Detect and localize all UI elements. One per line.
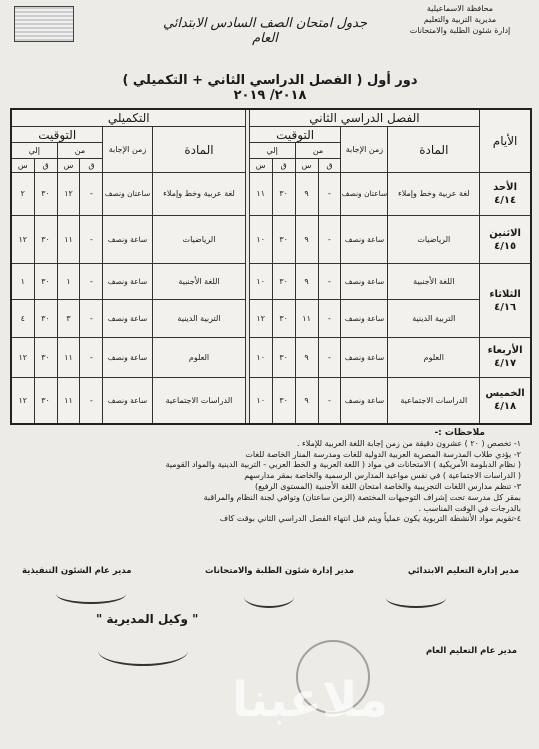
note-line: ٣- تنظم مدارس اللغات التجريبية والخاصة امتحان اللغة الأجنبية (المستوى الرفيع): [255, 481, 521, 491]
note-line: ٢- يؤدي طلاب المدرسة المصرية العربية الدولية للغات ومدرسة المنار الخاصة للغات: [245, 449, 521, 459]
duration-cell: ساعتان ونصف: [103, 173, 152, 215]
issuer-line-3: إدارة شئون الطلبة والامتحانات: [409, 26, 511, 35]
time-cell: ٣٠: [34, 215, 57, 264]
notes-title: ملاحظات :-: [434, 428, 485, 438]
time-cell: ٩: [295, 377, 318, 424]
duration-cell: ساعة ونصف: [341, 215, 388, 264]
s-to-s: س: [11, 158, 34, 172]
duration-cell: ساعة ونصف: [103, 377, 152, 424]
duration-cell: ساعة ونصف: [103, 337, 152, 377]
term2-header: الفصل الدراسي الثاني: [249, 109, 479, 126]
day-cell: الخميس ٤/١٨: [480, 377, 531, 424]
issuer-line-1: محافظة الاسماعيلية: [426, 4, 494, 13]
table-row: [11, 173, 531, 215]
subject-cell: اللغة الأجنبية: [152, 264, 246, 300]
t-to-header: إلي: [249, 143, 295, 159]
time-cell: ١١: [295, 300, 318, 338]
duration-cell: ساعة ونصف: [341, 337, 388, 377]
time-cell: -: [80, 173, 103, 215]
time-cell: -: [80, 377, 103, 424]
note-line: ١- تخصص ( ٢٠ ) عشرون دقيقة من زمن إجابة اللغة العربية للإملاء .: [296, 438, 521, 448]
time-cell: ١٢: [249, 300, 272, 338]
t-from-q: ق: [318, 158, 341, 172]
time-cell: -: [318, 173, 341, 215]
subject-cell: الدراسات الاجتماعية: [388, 377, 480, 424]
time-cell: ٣: [57, 300, 80, 338]
time-cell: ٣٠: [34, 173, 57, 215]
t-from-header: من: [295, 143, 341, 159]
time-cell: ٤: [11, 300, 34, 338]
s-from-header: من: [57, 143, 103, 159]
day-cell: الأحد ٤/١٤: [480, 173, 531, 215]
table-row: [11, 377, 531, 424]
time-cell: ١١: [57, 377, 80, 424]
time-cell: ١٠: [249, 215, 272, 264]
time-cell: ٣٠: [272, 173, 295, 215]
duration-cell: ساعة ونصف: [103, 300, 152, 338]
time-cell: -: [318, 300, 341, 338]
duration-cell: ساعة ونصف: [103, 264, 152, 300]
duration-cell: ساعتان ونصف: [341, 173, 388, 215]
signature-general-education-director: مدير عام التعليم العام: [425, 646, 517, 656]
s-to-header: إلي: [11, 143, 57, 159]
s-from-s: س: [57, 158, 80, 172]
signature-primary-director: مدير إدارة التعليم الابتدائي: [407, 566, 519, 576]
signature-executive-director: مدير عام الشئون التنفيذية: [22, 566, 132, 576]
time-cell: ٢: [11, 173, 34, 215]
t-subject-header: المادة: [388, 126, 480, 173]
subject-cell: العلوم: [388, 337, 480, 377]
time-cell: -: [80, 264, 103, 300]
time-cell: ١١: [57, 215, 80, 264]
time-cell: ١٢: [11, 337, 34, 377]
note-line: ( نظام الدبلومة الأمريكية ) الامتحانات في مواد ( اللغة العربية و الخط العربي - التربية الدينية والمواد القومية: [165, 460, 521, 470]
subject-cell: التربية الدينية: [388, 300, 480, 338]
time-cell: -: [318, 215, 341, 264]
time-cell: ١٠: [249, 264, 272, 300]
duration-cell: ساعة ونصف: [103, 215, 152, 264]
handwritten-signature: [56, 584, 126, 604]
time-cell: ٣٠: [34, 300, 57, 338]
issuer-line-2: مديرية التربية والتعليم: [423, 15, 497, 24]
time-cell: ٣٠: [272, 264, 295, 300]
time-cell: -: [318, 264, 341, 300]
time-cell: ١٠: [249, 337, 272, 377]
table-row: [11, 215, 531, 264]
issuer-header: [395, 3, 525, 36]
subject-cell: العلوم: [152, 337, 246, 377]
handwritten-signature: [98, 636, 188, 666]
note-line: بالدرجات في الوقت المناسب .: [418, 503, 521, 513]
time-cell: ٣٠: [272, 337, 295, 377]
notes-section: [16, 428, 521, 525]
table-row: [11, 300, 531, 338]
ministry-logo: [14, 6, 74, 42]
time-cell: ٣٠: [34, 377, 57, 424]
time-cell: ٩: [295, 264, 318, 300]
subject-cell: الرياضيات: [388, 215, 480, 264]
day-cell: الثلاثاء ٤/١٦: [480, 264, 531, 337]
t-to-s: س: [249, 158, 272, 172]
time-cell: ١٢: [11, 215, 34, 264]
subject-cell: اللغة الأجنبية: [388, 264, 480, 300]
time-cell: ٣٠: [34, 337, 57, 377]
day-cell: الاثنين ٤/١٥: [480, 215, 531, 264]
time-cell: -: [80, 337, 103, 377]
schedule-table: [10, 108, 532, 425]
signature-exams-director: مدير إدارة شئون الطلبة والامتحانات: [205, 566, 354, 576]
time-cell: ٣٠: [272, 300, 295, 338]
note-line: بمقر كل مدرسة تحت إشراف التوجيهات المختصة (الزمن ساعتان) وتوافي لجنة النظام والمراقبة: [203, 492, 521, 502]
time-cell: ١٠: [249, 377, 272, 424]
subject-cell: الرياضيات: [152, 215, 246, 264]
t-timing-header: التوقيت: [249, 126, 341, 143]
table-row: [11, 337, 531, 377]
time-cell: -: [318, 337, 341, 377]
time-cell: ٣٠: [272, 215, 295, 264]
subject-cell: التربية الدينية: [152, 300, 246, 338]
time-cell: ١٢: [11, 377, 34, 424]
s-duration-header: زمن الإجابة: [103, 126, 152, 173]
exam-session: دور أول ( الفصل الدراسي الثاني + التكميلي ) ٢٠١٨/ ٢٠١٩: [122, 73, 418, 103]
note-line: ( الدراسات الاجتماعية ) في نفس مواعيد المدارس الرسمية والخاصة بمقر مدارسهم: [244, 471, 521, 481]
subject-cell: لغة عربية وخط وإملاء: [152, 173, 246, 215]
time-cell: -: [318, 377, 341, 424]
s-to-q: ق: [34, 158, 57, 172]
handwritten-signature: [386, 588, 446, 608]
s-subject-header: المادة: [152, 126, 246, 173]
time-cell: ٩: [295, 337, 318, 377]
time-cell: -: [80, 300, 103, 338]
document-title: جدول امتحان الصف السادس الابتدائي العام: [162, 16, 368, 46]
note-line: ٤-تقويم مواد الأنشطة التربوية يكون عملياً ويتم قبل انتهاء الفصل الدراسي الثاني بوقت كاف: [219, 514, 521, 524]
time-cell: ٩: [295, 173, 318, 215]
time-cell: ٣٠: [272, 377, 295, 424]
s-from-q: ق: [80, 158, 103, 172]
table-row: [11, 264, 531, 300]
time-cell: ١١: [57, 337, 80, 377]
handwritten-signature: [244, 586, 294, 608]
time-cell: -: [80, 215, 103, 264]
time-cell: ٩: [295, 215, 318, 264]
time-cell: ١٢: [57, 173, 80, 215]
time-cell: ١: [11, 264, 34, 300]
duration-cell: ساعة ونصف: [341, 300, 388, 338]
day-cell: الأربعاء ٤/١٧: [480, 337, 531, 377]
t-duration-header: زمن الإجابة: [341, 126, 388, 173]
time-cell: ٣٠: [34, 264, 57, 300]
subject-cell: الدراسات الاجتماعية: [152, 377, 246, 424]
duration-cell: ساعة ونصف: [341, 377, 388, 424]
subject-cell: لغة عربية وخط وإملاء: [388, 173, 480, 215]
t-to-q: ق: [272, 158, 295, 172]
duration-cell: ساعة ونصف: [341, 264, 388, 300]
t-from-s: س: [295, 158, 318, 172]
time-cell: ١: [57, 264, 80, 300]
s-timing-header: التوقيت: [11, 126, 103, 143]
time-cell: ١١: [249, 173, 272, 215]
supplementary-header: التكميلي: [11, 109, 246, 126]
watermark: ملاعبنا: [231, 672, 389, 728]
deputy-title: " وكيل المديرية ": [96, 612, 199, 626]
days-header: الأيام: [480, 109, 531, 173]
